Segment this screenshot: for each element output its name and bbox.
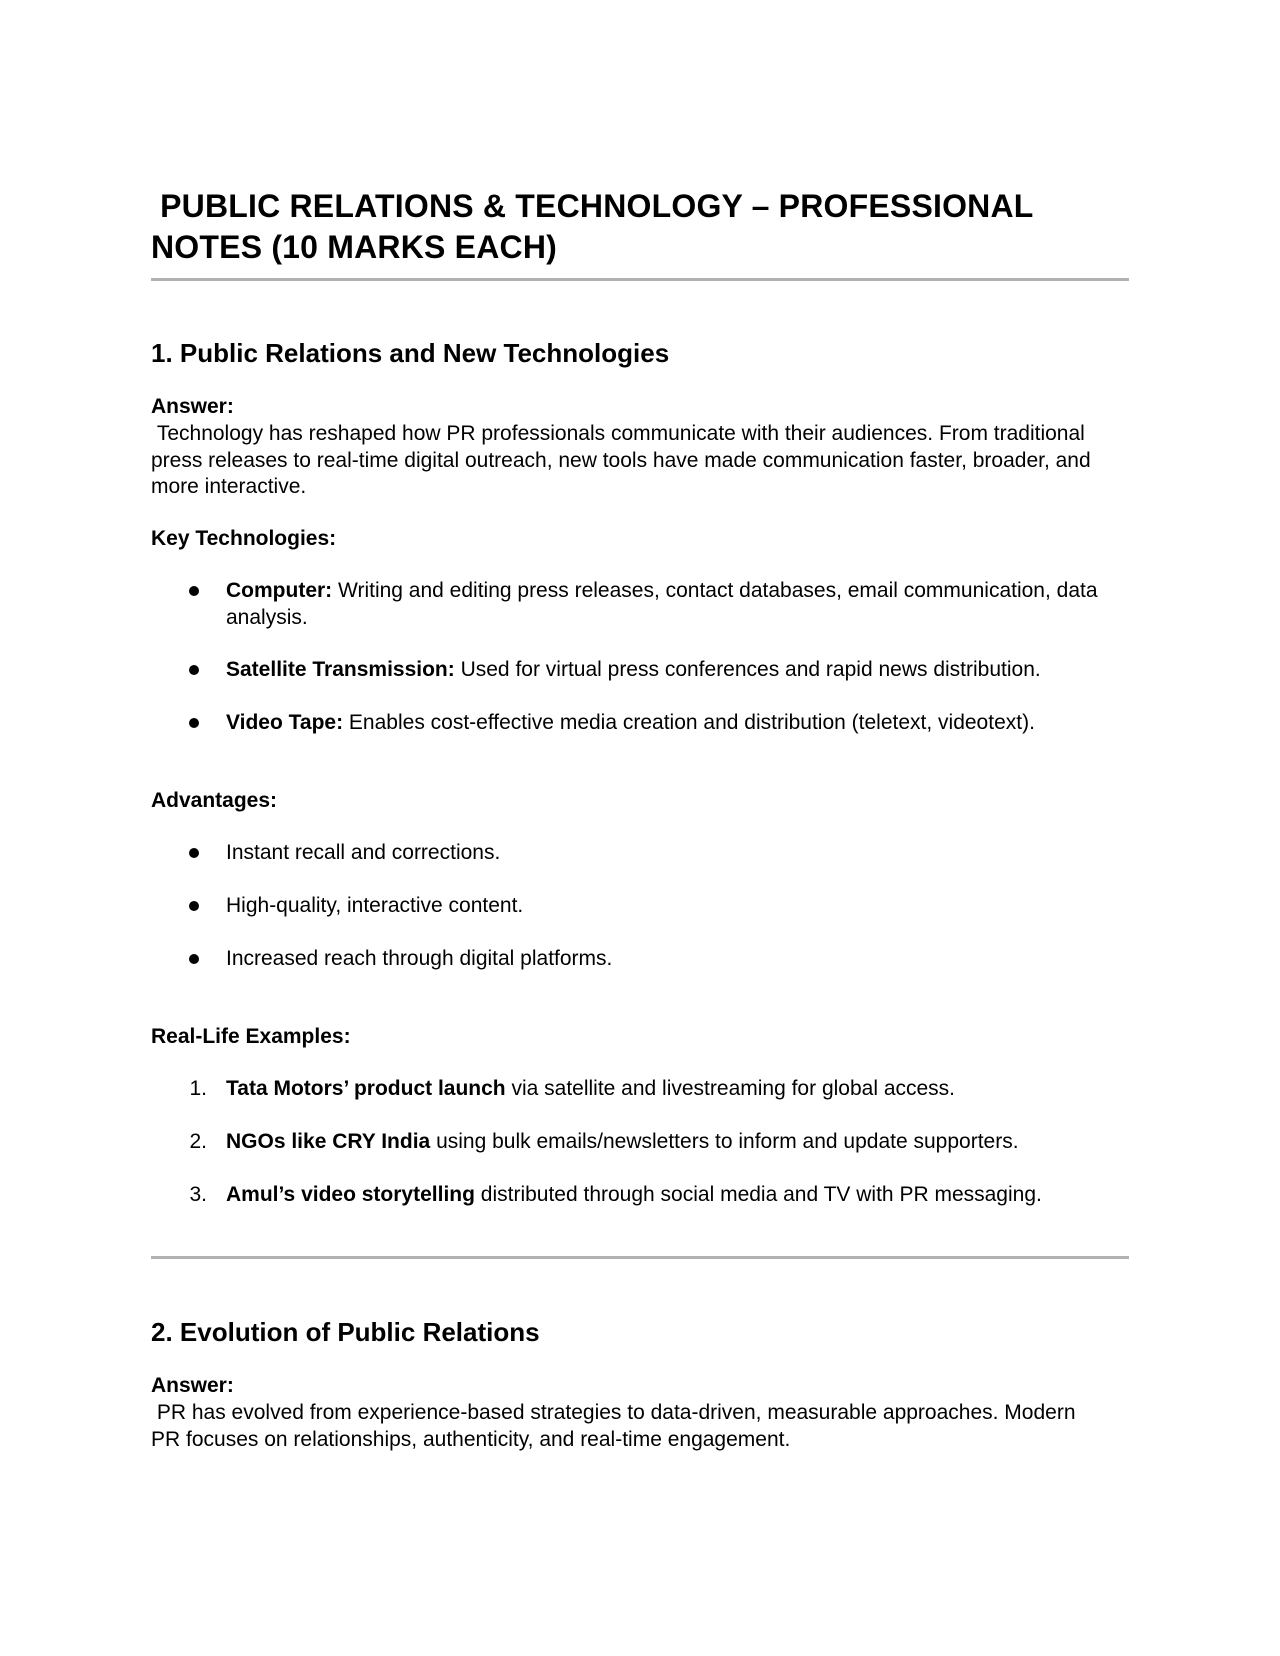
- list-item-text: Enables cost-effective media creation and distribution (teletext, videotext).: [343, 711, 1035, 734]
- list-item-content: [226, 1128, 1106, 1155]
- list-item-number: 2.: [189, 1130, 207, 1153]
- list-item-term: Satellite Transmission:: [226, 658, 455, 681]
- list-item-text: Used for virtual press conferences and rapid news distribution.: [454, 658, 1041, 681]
- bullet-icon: [189, 848, 199, 858]
- list-item-content: [226, 656, 1106, 683]
- key-technologies-label: Key Technologies:: [151, 527, 337, 550]
- list-item-content: [226, 577, 1106, 631]
- bullet-icon: [189, 586, 199, 596]
- list-item-content: [226, 1181, 1106, 1208]
- list-item-content: [226, 709, 1106, 736]
- list-item-term: NGOs like CRY India: [226, 1130, 431, 1153]
- list-item-term: Amul’s video storytelling: [226, 1183, 475, 1206]
- section-2-heading: 2. Evolution of Public Relations: [151, 1317, 540, 1347]
- bullet-icon: [189, 954, 199, 964]
- section-1-answer-label: Answer:: [151, 395, 234, 418]
- list-item-text: High-quality, interactive content.: [226, 894, 524, 917]
- document-title: PUBLIC RELATIONS & TECHNOLOGY – PROFESSIONAL NOTES (10 MARKS EACH): [151, 188, 1043, 265]
- list-item-text: via satellite and livestreaming for global access.: [505, 1077, 956, 1100]
- list-item-text: Instant recall and corrections.: [226, 841, 501, 864]
- section-2-answer-label: Answer:: [151, 1374, 234, 1397]
- real-life-examples-label: Real-Life Examples:: [151, 1025, 351, 1048]
- list-item-number: 3.: [189, 1183, 207, 1206]
- list-item-term: Computer:: [226, 579, 333, 602]
- title-divider: [151, 278, 1129, 281]
- bullet-icon: [189, 718, 199, 728]
- section-1-answer-text: Technology has reshaped how PR professionals communicate with their audiences. From traditional press releases to real-time digital outreach, new tools have made communication faster, broader, and more interactive.: [151, 422, 1097, 498]
- list-item-text: using bulk emails/newsletters to inform and update supporters.: [430, 1130, 1019, 1153]
- list-item-text: Writing and editing press releases, contact databases, email communication, data analysis.: [226, 579, 1098, 629]
- list-item-text: Increased reach through digital platforms.: [226, 947, 613, 970]
- list-item-term: Video Tape:: [226, 711, 344, 734]
- section-2-answer-text: PR has evolved from experience-based strategies to data-driven, measurable approaches. Modern PR focuses on relationships, authenticity, and real-time engagement.: [151, 1401, 1082, 1451]
- advantages-label: Advantages:: [151, 789, 278, 812]
- section-1-heading: 1. Public Relations and New Technologies: [151, 338, 670, 368]
- bullet-icon: [189, 901, 199, 911]
- bullet-icon: [189, 665, 199, 675]
- section-divider: [151, 1256, 1129, 1259]
- list-item-content: [226, 1075, 1106, 1102]
- list-item-text: distributed through social media and TV with PR messaging.: [474, 1183, 1042, 1206]
- list-item-number: 1.: [189, 1077, 207, 1100]
- list-item-term: Tata Motors’ product launch: [226, 1077, 506, 1100]
